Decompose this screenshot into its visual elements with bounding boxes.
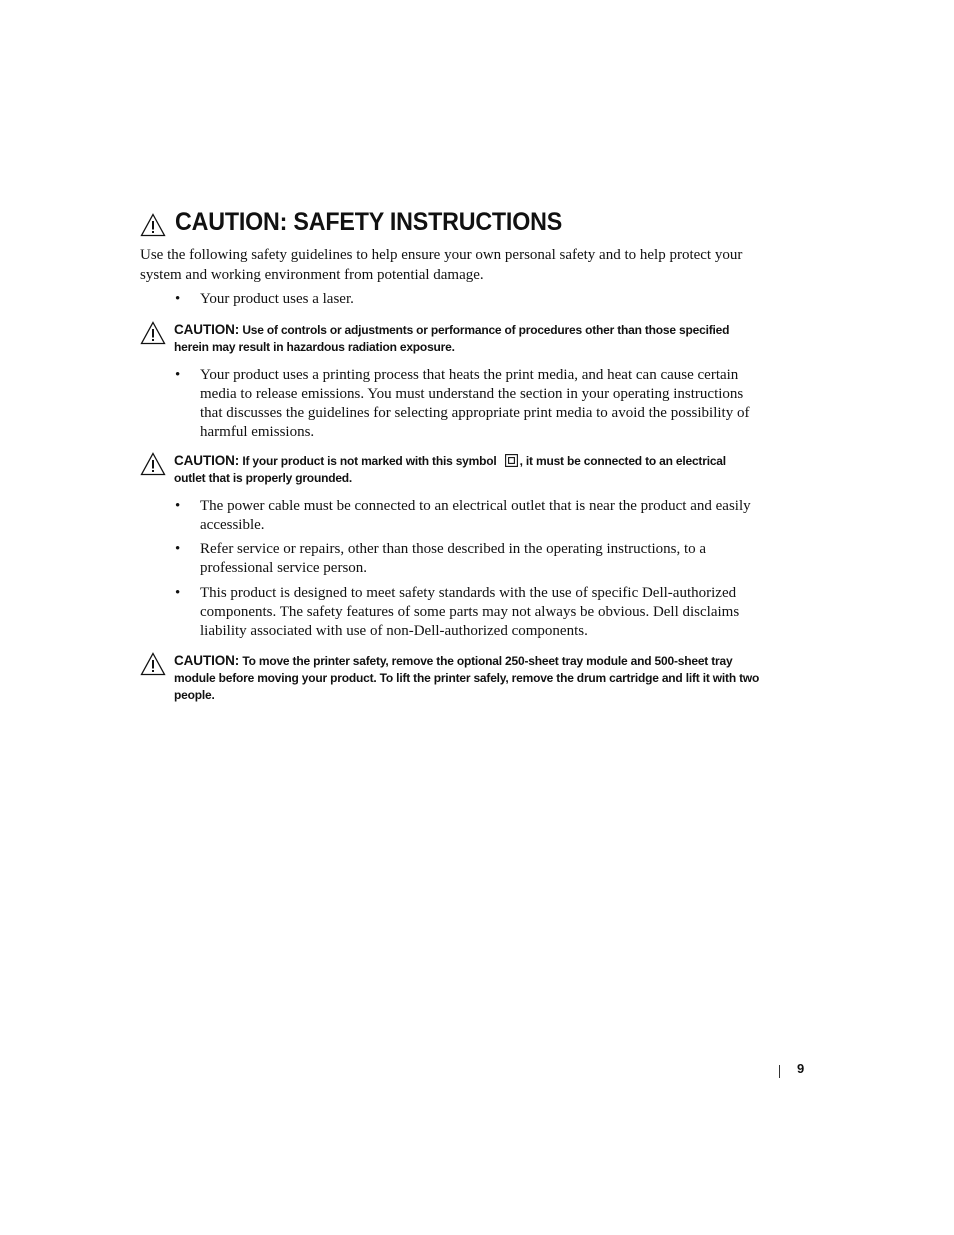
warning-triangle-icon — [140, 321, 166, 345]
double-insulation-square-icon — [505, 454, 518, 467]
caution-label: CAUTION: — [174, 453, 240, 468]
list-item-text: Your product uses a laser. — [200, 291, 354, 307]
caution-message-part-2: , it must be connected to an electrical outlet that is properly grounded. — [174, 454, 726, 485]
caution-label: CAUTION: — [174, 653, 240, 668]
bullet-marker: • — [175, 498, 181, 514]
list-item — [175, 584, 755, 641]
section-heading — [140, 208, 591, 237]
caution-note-grounding — [140, 452, 760, 487]
list-item-text: The power cable must be connected to an electrical outlet that is near the product and easily accessible. — [200, 498, 751, 533]
list-item — [175, 497, 755, 535]
page-number: 9 — [797, 1061, 805, 1076]
warning-triangle-icon — [140, 213, 166, 237]
caution-text — [174, 652, 760, 704]
list-item-text: Your product uses a printing process that heats the print media, and heat can cause certain media to release emissions. You must understand the section in your operating instructions that discusses the guidelines for selecting appropriate print media to avoid the possibility of harmful emissions. — [200, 367, 750, 440]
page-title: CAUTION: SAFETY INSTRUCTIONS — [175, 208, 563, 236]
caution-message: To move the printer safety, remove the optional 250-sheet tray module and 500-sheet tray module before moving your product. To lift the printer safely, remove the drum cartridge and lift it with two people. — [174, 654, 760, 702]
list-item-text: This product is designed to meet safety standards with the use of specific Dell-authorized components. The safety features of some parts may not always be obvious. Dell disclaims liability associated with use of non-Dell-authorized components. — [200, 585, 740, 639]
bullet-marker: • — [175, 367, 181, 383]
caution-note-radiation — [140, 321, 760, 356]
list-item — [175, 540, 755, 578]
bullet-marker: • — [175, 541, 181, 557]
footer-divider — [779, 1065, 780, 1078]
caution-message-part-1: If your product is not marked with this symbol — [242, 454, 497, 468]
caution-label: CAUTION: — [174, 322, 240, 337]
warning-triangle-icon — [140, 452, 166, 476]
caution-text — [174, 321, 760, 356]
bullet-marker: • — [175, 585, 181, 601]
list-item-text: Refer service or repairs, other than those described in the operating instructions, to a professional service person. — [200, 541, 707, 576]
list-item — [175, 366, 755, 442]
warning-triangle-icon — [140, 652, 166, 676]
caution-message: Use of controls or adjustments or performance of procedures other than those specified herein may result in hazardous radiation exposure. — [174, 323, 730, 354]
bullet-marker: • — [175, 291, 181, 307]
caution-note-moving-printer — [140, 652, 760, 704]
intro-paragraph: Use the following safety guidelines to help ensure your own personal safety and to help protect your system and working environment from potential damage. — [140, 247, 743, 283]
list-item — [175, 290, 755, 309]
caution-text — [174, 452, 760, 487]
